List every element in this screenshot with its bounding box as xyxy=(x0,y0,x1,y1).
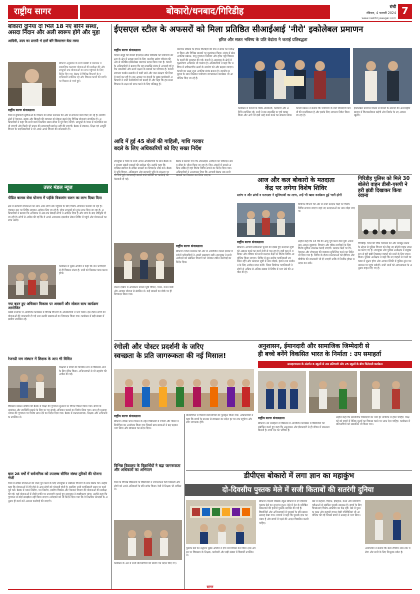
camp-headline-1: आज और कल बोकारो के मतदाता xyxy=(257,177,335,184)
left-byline: राष्ट्रीय सागर संवाददाता xyxy=(8,108,35,112)
lead-body-col4: कंपनी प्रबंधन ने बताया कि पर्यावरण के प्रति जिम्मेदारी कंपनी की प्राथमिकता है और इसके लिए लगातार निवेश किया जा रहा है। xyxy=(296,107,351,118)
left-subhead: आदिवी, उदय का प्रतापी भे हालें बोरे किसानार बेठा तस्या xyxy=(8,38,79,43)
middle-bottom-rule xyxy=(114,340,412,341)
mid-headline-2: बदले के लिए अधिकारियों को दिए सख्त निर्देश xyxy=(114,145,202,152)
lead-subhead: हरित और सतत भविष्य के प्रति वेदांता ने जताई प्रतिबद्धता xyxy=(218,37,308,42)
footer-mark: सागर xyxy=(196,584,224,589)
date-block xyxy=(336,4,396,20)
left-headline: बोकारो दुनिया दो भिले 18 नए बोरेने संस्था, असदा निदान और अली स्वरूप होगे और मुहा xyxy=(8,24,100,37)
lead-body-col1: वेदांता समूह की कंपनी ईएसएल स्टील लिमिटेड को पर्यावरण संरक्षण के क्षेत्र में उत्कृष्ट कार्य के लिए भारतीय उद्योग परिसंघ की ओर से प्रतिष्ठित इकोलेबल प्रमाणन प्रदान किया गया है। कंपनी के अधिकारियों ने बताया कि यह उपलब्धि संयंत्र में अपनाई गई हरित तकनीकों और ऊर्जा दक्षता के प्रयासों का परिणाम है। कंपनी लगातार कार्बन उत्सर्जन में कमी लाने और जल संरक्षण की दिशा में कार्य कर रही है। इस अवसर पर कंपनी के मुख्य कार्यकारी अधिकारी ने सभी कर्मचारियों को बधाई दी और कहा कि हम सतत विकास के लक्ष्य को प्राप्त करने के लिए प्रतिबद्ध हैं। xyxy=(114,54,174,86)
left-body-3: जिले में लंबित योजनाओं को जल्द पूरा करने के लिए उपायुक्त ने संबंधित विभागों के साथ बैठक की। उन्होंने कहा कि योजनाओं में देरी होने से आम लोगों को परेशानी होती है, इसलिए सभी पदाधिकारी समय पर कार्य पूरा करें। बैठक में भवन निर्माण, पथ निर्माण, ग्रामीण विकास और पेयजल विभाग की योजनाओं की समीक्षा की गई। कई योजनाओं में धीमी प्रगति पर नाराजगी जताते हुए उपायुक्त ने स्पष्टीकरण मांगा। उन्होंने कहा कि गुणवत्ता से कोई समझौता नहीं किया जाएगा। संवेदकों को भी निर्देश दिया गया कि वे निर्धारित मापदंडों के अनुसार ही कार्य करें अन्यथा कार्रवाई की जाएगी। xyxy=(8,482,108,503)
nutrition-photo-3 xyxy=(360,371,412,413)
left-column xyxy=(8,24,108,590)
camp-subhead: प्रारंभ व और ढांचों व मतदाता ने सुविधाओं का लाभ, उन्हें भी खास कार्यक्रम हुई भारी होगी xyxy=(237,193,342,198)
rangoli-photo xyxy=(114,369,254,411)
rangoli-body-1: बोकारो। स्वच्छ भारत मिशन के तहत विद्यालयों में रंगोली और पोस्टर प्रतियोगिता का आयोजन किया गया जिसमें छात्र छात्राओं ने बढ़ चढ़कर भाग लिया और स्वच्छता का संदेश दिया। xyxy=(114,420,179,431)
lead-body-col2: प्रमाणन प्रक्रिया के दौरान विशेषज्ञों की टीम ने संयंत्र का निरीक्षण किया और विभिन्न मानकों पर मूल्यांकन किया। संयंत्र में ठोस अपशिष्ट प्रबंधन, वायु गुणवत्ता नियंत्रण और हरित पट्टी विकास के कार्यों की सराहना की गई। कंपनी ने आसपास के क्षेत्रों में वृक्षारोपण अभियान भी चलाया है। अधिकारियों ने कहा कि भविष्य में नवीकरणीय ऊर्जा के उपयोग को और बढ़ाया जाएगा। कंपनी का लक्ष्य शून्य अपशिष्ट संयंत्र बनाना है। स्थानीय समुदाय के साथ मिलकर पर्यावरण जागरूकता कार्यक्रम भी आयोजित किए जा रहे हैं। xyxy=(177,48,235,80)
masthead xyxy=(0,0,420,22)
left-text-beside-photo-3: शिक्षकों ने बच्चों को नियमित रूप से विद्यालय आने के लिए प्रेरित किया। अभिभावकों से भी सहयोग की अपील की गई। xyxy=(59,366,107,377)
left-text-beside-photo: बोकारो अनुमंडल के सभी प्रखंडों में प्रशासन ने सामाजिक कल्याण योजनाओं की समीक्षा की और लाभुकों तक योजनाओं का लाभ पहुंचाने के लिए निर्देश दिए गए। बैठक में विभिन्न विभागों के पदाधिकारी उपस्थित रहे और विकास कार्यों की प्रगति पर विस्तार से चर्चा हुई। xyxy=(59,62,107,83)
camp-byline: राष्ट्रीय सागर संवाददाता xyxy=(237,240,264,244)
rangoli-byline: राष्ट्रीय सागर संवाददाता xyxy=(114,414,141,418)
section-banner-text: उत्तर मंडल न्यूज xyxy=(43,185,73,191)
nutrition-headline-2: ही बच्चे बनेंगे विकसित भारत के निर्माता : उप समाहर्ता xyxy=(258,351,382,359)
small-headline: विभिन्न विद्यालय के विद्यार्थियों ने बढ़ा जागरूकता और अधिकारों का अभियान xyxy=(114,463,181,473)
lead-body-col5: इकोलेबल प्रमाणन मिलने से कंपनी के उत्पादों की अंतरराष्ट्रीय बाजार में विश्वसनीयता बढ़ेगी और निर्यात के नए अवसर खुलेंगे। xyxy=(354,107,411,118)
left-brief-1-body: क्षेत्र में सरकारी योजनाओं का लाभ आम लोगों तक पहुंचाने के लिए विशेष अभियान चलाया जा रहा है। पंचायत स्तर पर शिविर लगाकर आवेदन लिए जा रहे हैं। योग्य लाभुकों को तुरंत लाभ दिया जा रहा है। अधिकारियों ने बताया कि अभियान में अब तक सैकड़ों लोगों ने आवेदन दिया है और जांच के बाद स्वीकृति दी जा रही है। लोगों से अपील की गई कि वे अपने आवश्यक दस्तावेज लेकर शिविर में पहुंचे और योजनाओं का लाभ उठाएं। xyxy=(8,205,107,223)
bottom-body-3: आयोजकों ने बताया कि मेला रविवार शाम तक चलेगा और सभी के लिए निःशुल्क प्रवेश है। xyxy=(365,547,411,554)
masthead-rule xyxy=(8,21,412,22)
nutrition-strip xyxy=(258,361,412,368)
rangoli-story xyxy=(114,343,254,369)
footer-rule xyxy=(8,589,412,590)
small-photo xyxy=(114,520,182,560)
small-body: जिले के विभिन्न विद्यालयों के विद्यार्थियों ने जागरूकता रैली निकाली और लोगों को अपने अधिकारों के प्रति सचेत किया। रैली में शिक्षक भी शामिल थे। xyxy=(114,481,182,492)
left-brief-2-headline: नया बदन हुए अधिकार विकास पर अवसरों और सोशल साथ कार्यक्रम आयोजित xyxy=(8,302,99,311)
date-text: रविवार, 4 फरवरी 2024 xyxy=(366,11,396,15)
left-photo-2 xyxy=(8,265,56,299)
left-brief-3-headline: रेजनडी जम संस्थान में शिक्षक के आप भी विसित xyxy=(8,357,72,361)
lead-photo-right xyxy=(353,48,412,104)
left-brief-2-body: प्रखंड सभागार में आयोजित कार्यक्रम में विभिन्न विभागों के अधिकारियों ने भाग लिया। इस दौरान लोगों को योजनाओं की जानकारी दी गई तथा उनकी समस्याओं का निष्पादन किया गया। कार्यक्रम में बड़ी संख्या में ग्रामीण उपस्थित रहे। xyxy=(8,311,106,322)
lead-photo-award xyxy=(238,48,350,104)
bottom-photo-1 xyxy=(186,500,256,544)
nutrition-headline: अनुशासन, ईमानदारी और सामाजिक जिम्मेदारी से xyxy=(258,343,370,350)
column-rule-2 xyxy=(184,414,185,590)
rangoli-headline-2: स्वच्छता के प्रति जागरूकता की नई मिसाल! xyxy=(114,352,227,361)
camp-photo xyxy=(237,203,295,237)
bottom-headline-2: दो-दिवसीय पुस्तक मेले में सजी किताबों की सतरंगी दुनिया xyxy=(222,485,374,494)
left-photo-1 xyxy=(8,62,56,106)
left-brief-4-headline: बाल 28 वर्षों में सर्वजनिक को उपलब्ध सीमित संस्था तुरिकों की योजना भेजी xyxy=(8,472,102,481)
nutrition-photo-1 xyxy=(258,371,306,413)
nutrition-body-1: बोकारो। उप समाहर्ता ने विद्यालय में आयोजित कार्यक्रम में विद्यार्थियों को संबोधित करते हुए कहा कि अनुशासन और ईमानदारी से ही जीवन में सफलता मिलती है। बच्चे देश का भविष्य हैं। xyxy=(258,422,330,433)
mid-body-3: बोकारो। जिला प्रशासन की ओर से आयोजित जनता दरबार में दर्जनों फरियादियों ने अपनी समस्याएं रखीं। उपायुक्त ने सभी आवेदनों को संबंधित विभागों को भेजकर त्वरित कार्रवाई का निर्देश दिया। xyxy=(176,250,233,264)
camp-body-3: उन्होंने कहा कि 18 वर्ष की आयु पूरी करने वाले युवा अपना नाम अवश्य जुड़वाएं। दिव्यांग और वरिष्ठ नागरिकों के लिए विशेष सुविधा उपलब्ध कराई जाएगी। मतदान केंद्रों पर रैंप, पेयजल और शौचालय की व्यवस्था सुनिश्चित करने का निर्देश भी दिया गया है। शिविर के दौरान मतदाताओं को ईवीएम और वीवीपैट की जानकारी भी दी जाएगी ताकि वे निर्भीक होकर मतदान कर सकें। xyxy=(298,240,355,265)
column-rule-1 xyxy=(111,24,112,590)
mid-body-2: बैठक में बताया गया कि ऑनलाइन आवेदनों का निष्पादन समय सीमा के भीतर किया जा रहा है। जिन अंचलों में मामले अधिक लंबित हैं वहां विशेष शिविर लगाने का निर्देश दिया गया। अधिकारियों ने आश्वासन दिया कि आगामी बैठक तक सभी मामलों का निपटारा कर लिया जाएगा। xyxy=(176,160,233,178)
lead-body-col3: कार्यक्रम में कंपनी के वरिष्ठ अधिकारी, कर्मचारी और अतिथि उपस्थित रहे। सभी ने इस उपलब्धि पर हर्ष व्यक्त किया और आगे भी इसी तरह कार्य करने का संकल्प लिया। xyxy=(238,107,293,118)
masthead-center-block xyxy=(80,5,330,19)
bottom-photo-2 xyxy=(365,500,412,544)
camp-headline-2: केंद्र पर लगेगा विशेष शिविर xyxy=(265,185,327,193)
camp-body-2: बोकारो। आगामी लोकसभा चुनाव को देखते हुए मतदाता सूची को अद्यतन करने का कार्य तेजी से चल रहा है। इसी क्रम में शनिवार और रविवार को सभी मतदान केंद्रों पर विशेष शिविर आयोजित किया जाएगा। शिविर में बूथ स्तरीय पदाधिकारी उपस्थित रहेंगे और मतदाता सूची में नाम जोड़ने, हटाने तथा संशोधन के लिए आवेदन प्राप्त करेंगे। जिला निर्वाचन पदाधिकारी ने लोगों से अधिक से अधिक संख्या में शिविर में भाग लेने की अपील की है। xyxy=(237,246,295,275)
nutrition-photo-2 xyxy=(309,371,357,413)
left-brief-1-headline: पीडित बालक सेवा योजना में पहीके विकलांग राशन का लाभ दिखा दिया xyxy=(8,196,102,200)
masthead-left-block xyxy=(8,5,78,19)
date-city: रांची xyxy=(389,4,396,9)
left-body-2: विद्यालय प्रबंधन समिति की बैठक में शिक्षा की गुणवत्ता सुधारने पर विचार विमर्श किया गया। बच्चों के नामांकन और उपस्थिति बढ़ाने के लिए घर घर संपर्क अभियान चलाने का निर्णय लिया गया। साथ ही मध्याह्न भोजन की गुणवत्ता पर विशेष ध्यान देने का निर्देश दिया गया। बैठक में प्रधानाध्यापक, शिक्षक और अभिभावक उपस्थित थे। xyxy=(8,405,108,419)
left-photo-3 xyxy=(8,366,56,402)
right-headline: गिरिडीह पुलिस को मिले 30 बोलेरो वाहन डीसी-एसपी ने हरी झंडी दिखाकर किया रवाना xyxy=(358,176,410,200)
mid-body-1: उपायुक्त ने जिले के सभी अंचल अधिकारियों के साथ बैठक कर राजस्व संबंधी मामलों की समीक्षा की। उन्होंने कहा कि दाखिल खारिज के लंबित मामलों का निष्पादन शीघ्र करें। बैठक में भूमि विवाद, अतिक्रमण और सरकारी भूमि के संरक्षण पर भी चर्चा हुई। लापरवाही बरतने वाले कर्मियों पर कार्रवाई की चेतावनी दी गई। xyxy=(114,160,172,181)
section-banner xyxy=(8,184,108,193)
mid-photo xyxy=(114,243,174,283)
website-text: www.rashtriyasagar.com xyxy=(361,16,396,20)
right-photo xyxy=(358,205,412,239)
lead-headline: ईएसएल स्टील के अफसरों को मिला प्रतिष्ठित सीआईआई 'नीरो' इकोलेबल प्रमाणन xyxy=(114,24,364,34)
lead-byline: राष्ट्रीय सागर संवाददाता xyxy=(114,48,141,52)
bottom-body-1: बोकारो। दिल्ली पब्लिक स्कूल बोकारो में दो दिवसीय पुस्तक मेले का शुभारंभ हुआ। मेले में देश के प्रतिष्ठित प्रकाशकों की हजारों पुस्तकें प्रदर्शित की गई हैं। विद्यार्थियों और अभिभावकों में पुस्तकों के प्रति खासा उत्साह देखा गया। प्राचार्य ने कहा कि पुस्तकें ज्ञान का भंडार हैं और बच्चों में पढ़ने की आदत विकसित करनी चाहिए। xyxy=(259,500,309,525)
nutrition-strip-text: समाहरणालय के अंतर्गत 6 स्कूलों से 20 प्रतिभागी और 25 स्कूलों के बीच चितेराली कार्यक्रम xyxy=(287,362,383,366)
left-body-1: जिले में बुनियादी सुविधाओं के विस्तार को लेकर प्रशासन की ओर से लगातार कार्य किए जा रहे हैं। ग्रामीण क्षेत्रों में पेयजल, सड़क और बिजली की व्यवस्था को बेहतर बनाने हेतु विभिन्न योजनाएं संचालित हैं। अधिकारियों ने कहा कि सभी कार्य निर्धारित समय सीमा में पूरे किए जाएंगे। लाभुकों के चयन में पारदर्शिता बरती जाएगी और किसी भी प्रकार की लापरवाही बर्दाश्त नहीं की जाएगी। बैठक में स्वास्थ्य, शिक्षा एवं आपूर्ति विभाग के पदाधिकारियों ने भी अपने अपने विभाग की जानकारी दी। xyxy=(8,114,107,132)
small-body-2: कार्यक्रम के अंत में सभी प्रतिभागियों को प्रमाण पत्र प्रदान किए गए। xyxy=(114,562,177,565)
nutrition-byline: राष्ट्रीय सागर संवाददाता xyxy=(258,416,285,420)
bottom-headline-1: डीपीएस बोकारो में लगा ज्ञान का महाकुंभ xyxy=(243,471,355,480)
right-body: गिरिडीह। जिले की विधि व्यवस्था को और मजबूत बनाने के उद्देश्य से पुलिस विभाग को तीस नए बोलेरो वाहन उपलब्ध कराए गए हैं। उपायुक्त और पुलिस अधीक्षक ने संयुक्त रूप से हरी झंडी दिखाकर वाहनों को थानों के लिए रवाना किया। पुलिस अधीक्षक ने कहा कि नए वाहनों से गश्ती व्यवस्था में सुधार होगा और आपात स्थिति में पुलिस तुरंत घटनास्थल पर पहुंच सकेगी। सभी थानों को आवश्यकता के अनुसार वाहन दिए गए हैं। xyxy=(358,242,412,271)
mid-headline-1: आदि में हुई 45 बोलों की गाहिली, गाथि गरवार xyxy=(114,139,204,145)
paper-name: राष्ट्रीय सागर xyxy=(14,7,51,17)
nutrition-body-2: उन्होंने कहा कि सामाजिक जिम्मेदारी का भाव हर नागरिक में होना चाहिए। शिक्षकों को बच्चों में नैतिक मूल्यों का विकास करने पर ध्यान देना चाहिए। कार्यक्रम में प्रतिभागियों को सम्मानित भी किया गया। xyxy=(336,416,411,427)
bottom-body-2: मेले में कहानी, विज्ञान, इतिहास, कला और प्रतियोगी परीक्षाओं से संबंधित पुस्तकें उपलब्ध हैं। बच्चों के लिए चित्रकथाएं विशेष आकर्षण का केंद्र रहीं। मेले में पुस्तक पठन और कहानी वाचन जैसी गतिविधियां भी आयोजित की गईं जिसमें बच्चों ने उत्साह से भाग लिया। xyxy=(312,500,362,518)
mid-byline: राष्ट्रीय सागर संवाददाता xyxy=(176,244,203,248)
mid-body-4: जनता दरबार में अधिकतर मामले भूमि विवाद, पेंशन, राशन कार्ड और आवास योजना से संबंधित थे। कई मामलों का मौके पर ही निष्पादन किया गया। xyxy=(114,286,174,297)
page-number-box xyxy=(398,4,412,19)
bottom-body-4: पुस्तक मेले का उद्घाटन मुख्य अतिथि ने दीप प्रज्ज्वलित कर किया। इस अवसर पर विद्यालय के शिक्षक, कर्मचारी और बड़ी संख्या में विद्यार्थी उपस्थित थे। xyxy=(186,547,256,558)
rangoli-headline-1: रंगोली और पोस्टर प्रदर्शनी के जरिए xyxy=(114,343,204,351)
bottom-story xyxy=(186,472,412,502)
edition-name: बोकारो/धनबाद/गिरिडीह xyxy=(166,7,244,17)
camp-body-1: निर्वाचन विभाग की ओर से सभी मतदान केंद्रों पर विशेष शिविर लगाया जाएगा जहां नए मतदाताओं का नाम जोड़ा जाएगा। xyxy=(298,203,355,214)
page-number: 7 xyxy=(401,6,409,17)
left-text-beside-photo-2: कार्यक्रम में मुख्य अतिथि ने कहा कि जन भागीदारी से ही विकास संभव है। सभी को मिलकर काम करना होगा। xyxy=(59,265,108,276)
bottom-headline-2-bar xyxy=(184,484,412,496)
rangoli-body-2: प्रतियोगिता में विजयी प्रतिभागियों को पुरस्कृत किया गया। अधिकारियों ने कहा कि बच्चों के माध्यम से स्वच्छता का संदेश हर घर तक पहुंचेगा और लोग जागरूक होंगे। xyxy=(186,414,254,425)
